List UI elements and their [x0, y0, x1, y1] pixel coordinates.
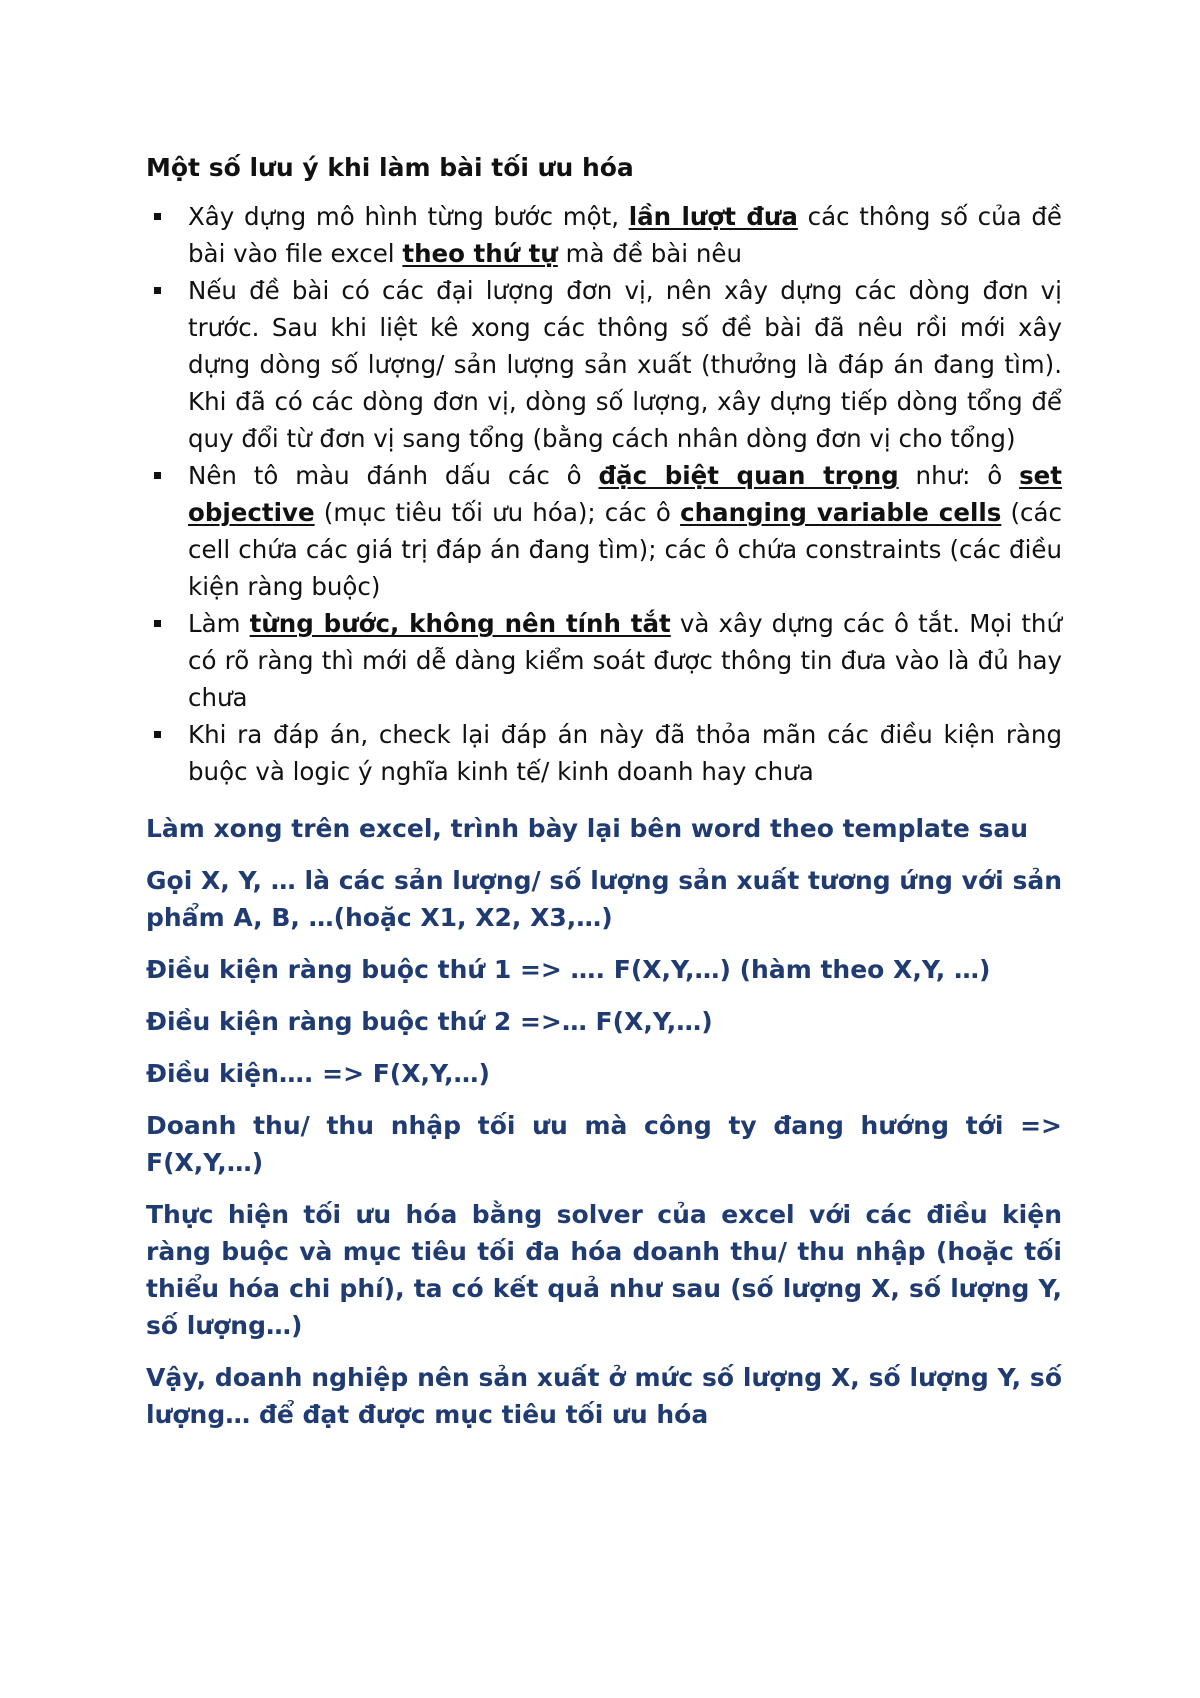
emphasized-text: từng bước, không nên tính tắt — [249, 609, 671, 638]
emphasized-text: đặc biệt quan trọng — [598, 461, 899, 490]
notes-heading: Một số lưu ý khi làm bài tối ưu hóa — [146, 153, 634, 182]
text-segment: Làm — [188, 609, 250, 638]
notes-list — [146, 198, 1062, 790]
template-intro: Làm xong trên excel, trình bày lại bên word theo template sau — [146, 814, 1029, 843]
emphasized-text: changing variable cells — [680, 498, 1002, 527]
text-segment: Nên tô màu đánh dấu các ô — [188, 461, 599, 490]
bullet-square-icon — [154, 620, 161, 627]
bullet-square-icon — [154, 213, 161, 220]
bullet-square-icon — [154, 731, 161, 738]
template-paragraph: Gọi X, Y, … là các sản lượng/ số lượng sản xuất tương ứng với sản phẩm A, B, …(hoặc X1, X2, X3,…) — [146, 866, 1062, 932]
list-item — [146, 716, 1062, 790]
text-segment: (mục tiêu tối ưu hóa); các ô — [314, 498, 681, 527]
list-item — [146, 457, 1062, 605]
template-paragraph: Điều kiện ràng buộc thứ 1 => …. F(X,Y,…) (hàm theo X,Y, …) — [146, 955, 991, 984]
emphasized-text: set objective — [188, 461, 1062, 527]
text-segment: Nếu đề bài có các đại lượng đơn vị, nên xây dựng các dòng đơn vị trước. Sau khi liệt kê xong các thông số đề bài đã nêu rồi mới xây dựng dòng số lượng/ sản lượng sản xuất (thưởng là đáp án đang tìm). Khi đã có các dòng đơn vị, dòng số lượng, xây dựng tiếp dòng tổng để quy đổi từ đơn vị sang tổng (bằng cách nhân dòng đơn vị cho tổng) — [188, 276, 1062, 453]
template-paragraph: Thực hiện tối ưu hóa bằng solver của excel với các điều kiện ràng buộc và mục tiêu tối đa hóa doanh thu/ thu nhập (hoặc tối thiểu hóa chi phí), ta có kết quả như sau (số lượng X, số lượng Y, số lượng…) — [146, 1200, 1062, 1340]
bullet-square-icon — [154, 287, 161, 294]
text-segment: mà đề bài nêu — [557, 239, 742, 268]
emphasized-text: theo thứ tự — [402, 239, 558, 268]
template-paragraph: Doanh thu/ thu nhập tối ưu mà công ty đang hướng tới => F(X,Y,…) — [146, 1111, 1062, 1177]
template-paragraph: Vậy, doanh nghiệp nên sản xuất ở mức số lượng X, số lượng Y, số lượng… để đạt được mục tiêu tối ưu hóa — [146, 1363, 1062, 1429]
list-item — [146, 605, 1062, 716]
template-paragraph: Điều kiện…. => F(X,Y,…) — [146, 1059, 490, 1088]
document-content — [146, 150, 1062, 1448]
text-segment: Khi ra đáp án, check lại đáp án này đã thỏa mãn các điều kiện ràng buộc và logic ý nghĩa kinh tế/ kinh doanh hay chưa — [188, 720, 1062, 786]
text-segment: Xây dựng mô hình từng bước một, — [188, 202, 629, 231]
bullet-square-icon — [154, 472, 161, 479]
list-item — [146, 272, 1062, 457]
template-paragraph: Điều kiện ràng buộc thứ 2 =>… F(X,Y,…) — [146, 1007, 713, 1036]
list-item — [146, 198, 1062, 272]
text-segment: (các cell chứa các giá trị đáp án đang tìm); các ô chứa constraints (các điều kiện ràng buộc) — [188, 498, 1063, 601]
text-segment: và xây dựng các ô tắt. Mọi thứ có rõ ràng thì mới dễ dàng kiểm soát được thông tin đưa vào là đủ hay chưa — [188, 609, 1062, 712]
text-segment: các thông số của đề bài vào file excel — [188, 202, 1063, 268]
text-segment: như: ô — [898, 461, 1020, 490]
emphasized-text: lần lượt đưa — [628, 202, 798, 231]
template-section — [146, 810, 1062, 1433]
